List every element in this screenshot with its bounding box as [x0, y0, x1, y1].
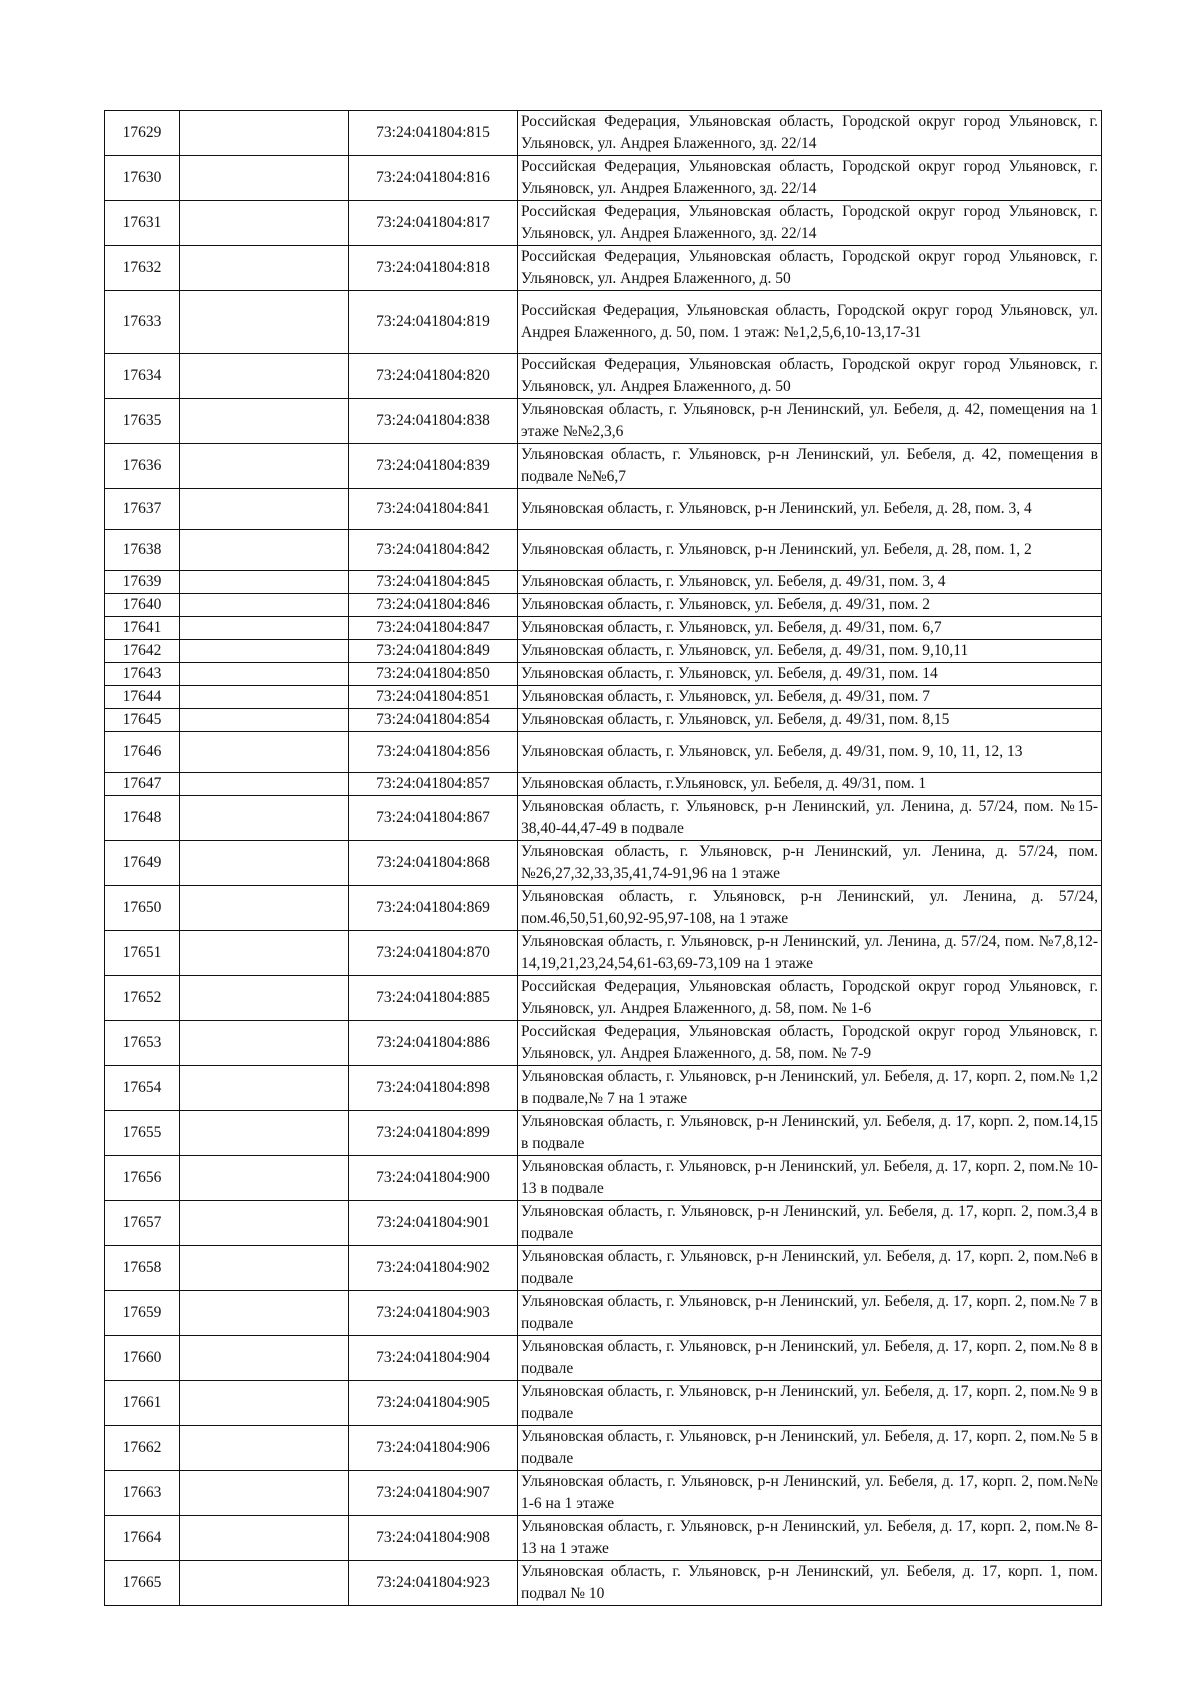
cadastral-number-cell: 73:24:041804:901 [349, 1201, 518, 1246]
address-cell: Ульяновская область, г. Ульяновск, р-н Ленинский, ул. Бебеля, д. 17, корп. 2, пом.№ 5 в подвале [518, 1426, 1102, 1471]
address-cell: Ульяновская область, г. Ульяновск, р-н Ленинский, ул. Бебеля, д. 17, корп. 2, пом.№6 в подвале [518, 1246, 1102, 1291]
address-cell: Российская Федерация, Ульяновская область, Городской округ город Ульяновск, г. Ульяновск, ул. Андрея Блаженного, д. 50 [518, 246, 1102, 291]
empty-cell [180, 1426, 349, 1471]
address-cell: Ульяновская область, г. Ульяновск, р-н Ленинский, ул. Бебеля, д. 17, корп. 2, пом.№ 8-13 на 1 этаже [518, 1516, 1102, 1561]
cadastral-number-cell: 73:24:041804:885 [349, 976, 518, 1021]
empty-cell [180, 663, 349, 686]
row-number-cell: 17637 [105, 489, 180, 530]
table-row [105, 663, 1102, 686]
table-row [105, 1336, 1102, 1381]
table-row [105, 1516, 1102, 1561]
row-number-cell: 17661 [105, 1381, 180, 1426]
empty-cell [180, 594, 349, 617]
address-cell: Ульяновская область, г. Ульяновск, ул. Бебеля, д. 49/31, пом. 7 [518, 686, 1102, 709]
empty-cell [180, 246, 349, 291]
table-row [105, 594, 1102, 617]
row-number-cell: 17650 [105, 886, 180, 931]
address-cell: Российская Федерация, Ульяновская область, Городской округ город Ульяновск, г. Ульяновск, ул. Андрея Блаженного, зд. 22/14 [518, 156, 1102, 201]
table-row [105, 1381, 1102, 1426]
table-row [105, 530, 1102, 571]
address-cell: Ульяновская область, г. Ульяновск, р-н Ленинский, ул. Ленина, д. 57/24, пом. №7,8,12-14,19,21,23,24,54,61-63,69-73,109 на 1 этаже [518, 931, 1102, 976]
row-number-cell: 17654 [105, 1066, 180, 1111]
address-cell: Ульяновская область, г. Ульяновск, ул. Бебеля, д. 49/31, пом. 2 [518, 594, 1102, 617]
empty-cell [180, 709, 349, 732]
table-row [105, 291, 1102, 354]
table-row [105, 1426, 1102, 1471]
row-number-cell: 17631 [105, 201, 180, 246]
address-cell: Ульяновская область, г. Ульяновск, р-н Ленинский, ул. Бебеля, д. 17, корп. 2, пом.№ 1,2 в подвале,№ 7 на 1 этаже [518, 1066, 1102, 1111]
cadastral-number-cell: 73:24:041804:839 [349, 444, 518, 489]
empty-cell [180, 1066, 349, 1111]
address-cell: Ульяновская область, г. Ульяновск, р-н Ленинский, ул. Ленина, д. 57/24, пом.46,50,51,60,92-95,97-108, на 1 этаже [518, 886, 1102, 931]
row-number-cell: 17642 [105, 640, 180, 663]
empty-cell [180, 489, 349, 530]
row-number-cell: 17639 [105, 571, 180, 594]
address-cell: Ульяновская область, г. Ульяновск, р-н Ленинский, ул. Бебеля, д. 28, пом. 1, 2 [518, 530, 1102, 571]
empty-cell [180, 1246, 349, 1291]
empty-cell [180, 931, 349, 976]
cadastral-number-cell: 73:24:041804:850 [349, 663, 518, 686]
address-cell: Ульяновская область, г. Ульяновск, р-н Ленинский, ул. Бебеля, д. 42, помещения на 1 этаже №№2,3,6 [518, 399, 1102, 444]
cadastral-number-cell: 73:24:041804:846 [349, 594, 518, 617]
row-number-cell: 17655 [105, 1111, 180, 1156]
empty-cell [180, 1471, 349, 1516]
empty-cell [180, 976, 349, 1021]
cadastral-number-cell: 73:24:041804:820 [349, 354, 518, 399]
table-row [105, 732, 1102, 773]
empty-cell [180, 796, 349, 841]
table-row [105, 246, 1102, 291]
row-number-cell: 17641 [105, 617, 180, 640]
row-number-cell: 17640 [105, 594, 180, 617]
address-cell: Ульяновская область, г. Ульяновск, р-н Ленинский, ул. Бебеля, д. 17, корп. 2, пом.№ 10-13 в подвале [518, 1156, 1102, 1201]
table-row [105, 886, 1102, 931]
row-number-cell: 17652 [105, 976, 180, 1021]
cadastral-number-cell: 73:24:041804:842 [349, 530, 518, 571]
empty-cell [180, 1156, 349, 1201]
table-row [105, 773, 1102, 796]
registry-table-body [105, 111, 1102, 1606]
cadastral-number-cell: 73:24:041804:819 [349, 291, 518, 354]
row-number-cell: 17656 [105, 1156, 180, 1201]
table-row [105, 1156, 1102, 1201]
address-cell: Российская Федерация, Ульяновская область, Городской округ город Ульяновск, ул. Андрея Блаженного, д. 50, пом. 1 этаж: №1,2,5,6,10-13,17-31 [518, 291, 1102, 354]
address-cell: Ульяновская область, г. Ульяновск, р-н Ленинский, ул. Бебеля, д. 17, корп. 2, пом.14,15 в подвале [518, 1111, 1102, 1156]
row-number-cell: 17665 [105, 1561, 180, 1606]
empty-cell [180, 640, 349, 663]
empty-cell [180, 1021, 349, 1066]
table-row [105, 1291, 1102, 1336]
cadastral-number-cell: 73:24:041804:841 [349, 489, 518, 530]
cadastral-number-cell: 73:24:041804:907 [349, 1471, 518, 1516]
address-cell: Ульяновская область, г. Ульяновск, р-н Ленинский, ул. Бебеля, д. 17, корп. 2, пом.№ 8 в подвале [518, 1336, 1102, 1381]
empty-cell [180, 732, 349, 773]
cadastral-number-cell: 73:24:041804:904 [349, 1336, 518, 1381]
cadastral-number-cell: 73:24:041804:816 [349, 156, 518, 201]
row-number-cell: 17643 [105, 663, 180, 686]
row-number-cell: 17629 [105, 111, 180, 156]
cadastral-number-cell: 73:24:041804:902 [349, 1246, 518, 1291]
empty-cell [180, 571, 349, 594]
row-number-cell: 17630 [105, 156, 180, 201]
cadastral-number-cell: 73:24:041804:906 [349, 1426, 518, 1471]
empty-cell [180, 291, 349, 354]
address-cell: Ульяновская область, г. Ульяновск, ул. Бебеля, д. 49/31, пом. 9, 10, 11, 12, 13 [518, 732, 1102, 773]
empty-cell [180, 111, 349, 156]
cadastral-number-cell: 73:24:041804:898 [349, 1066, 518, 1111]
table-row [105, 1201, 1102, 1246]
table-row [105, 976, 1102, 1021]
cadastral-number-cell: 73:24:041804:908 [349, 1516, 518, 1561]
cadastral-number-cell: 73:24:041804:847 [349, 617, 518, 640]
table-row [105, 709, 1102, 732]
table-row [105, 201, 1102, 246]
empty-cell [180, 201, 349, 246]
address-cell: Российская Федерация, Ульяновская область, Городской округ город Ульяновск, г. Ульяновск, ул. Андрея Блаженного, зд. 22/14 [518, 201, 1102, 246]
row-number-cell: 17664 [105, 1516, 180, 1561]
row-number-cell: 17662 [105, 1426, 180, 1471]
row-number-cell: 17633 [105, 291, 180, 354]
row-number-cell: 17660 [105, 1336, 180, 1381]
empty-cell [180, 686, 349, 709]
address-cell: Ульяновская область, г. Ульяновск, р-н Ленинский, ул. Бебеля, д. 17, корп. 2, пом.№ 9 в подвале [518, 1381, 1102, 1426]
row-number-cell: 17651 [105, 931, 180, 976]
row-number-cell: 17636 [105, 444, 180, 489]
table-row [105, 931, 1102, 976]
empty-cell [180, 444, 349, 489]
cadastral-number-cell: 73:24:041804:905 [349, 1381, 518, 1426]
address-cell: Ульяновская область, г. Ульяновск, р-н Ленинский, ул. Бебеля, д. 17, корп. 1, пом. подвал № 10 [518, 1561, 1102, 1606]
cadastral-number-cell: 73:24:041804:856 [349, 732, 518, 773]
row-number-cell: 17663 [105, 1471, 180, 1516]
cadastral-number-cell: 73:24:041804:857 [349, 773, 518, 796]
table-row [105, 617, 1102, 640]
address-cell: Российская Федерация, Ульяновская область, Городской округ город Ульяновск, г. Ульяновск, ул. Андрея Блаженного, д. 58, пом. № 7-9 [518, 1021, 1102, 1066]
table-row [105, 1111, 1102, 1156]
cadastral-number-cell: 73:24:041804:838 [349, 399, 518, 444]
cadastral-number-cell: 73:24:041804:849 [349, 640, 518, 663]
empty-cell [180, 841, 349, 886]
address-cell: Ульяновская область, г. Ульяновск, р-н Ленинский, ул. Ленина, д. 57/24, пом. №15-38,40-44,47-49 в подвале [518, 796, 1102, 841]
table-row [105, 399, 1102, 444]
row-number-cell: 17634 [105, 354, 180, 399]
cadastral-number-cell: 73:24:041804:854 [349, 709, 518, 732]
row-number-cell: 17647 [105, 773, 180, 796]
address-cell: Ульяновская область, г. Ульяновск, р-н Ленинский, ул. Ленина, д. 57/24, пом. №26,27,32,33,35,41,74-91,96 на 1 этаже [518, 841, 1102, 886]
empty-cell [180, 1516, 349, 1561]
cadastral-number-cell: 73:24:041804:870 [349, 931, 518, 976]
table-row [105, 489, 1102, 530]
cadastral-number-cell: 73:24:041804:815 [349, 111, 518, 156]
table-row [105, 1021, 1102, 1066]
cadastral-number-cell: 73:24:041804:818 [349, 246, 518, 291]
empty-cell [180, 1291, 349, 1336]
empty-cell [180, 156, 349, 201]
row-number-cell: 17645 [105, 709, 180, 732]
table-row [105, 796, 1102, 841]
address-cell: Ульяновская область, г. Ульяновск, р-н Ленинский, ул. Бебеля, д. 17, корп. 2, пом.№ 7 в подвале [518, 1291, 1102, 1336]
cadastral-number-cell: 73:24:041804:923 [349, 1561, 518, 1606]
cadastral-number-cell: 73:24:041804:869 [349, 886, 518, 931]
address-cell: Ульяновская область, г. Ульяновск, ул. Бебеля, д. 49/31, пом. 3, 4 [518, 571, 1102, 594]
row-number-cell: 17648 [105, 796, 180, 841]
empty-cell [180, 530, 349, 571]
table-row [105, 1561, 1102, 1606]
cadastral-number-cell: 73:24:041804:845 [349, 571, 518, 594]
cadastral-number-cell: 73:24:041804:868 [349, 841, 518, 886]
table-row [105, 1246, 1102, 1291]
empty-cell [180, 773, 349, 796]
address-cell: Российская Федерация, Ульяновская область, Городской округ город Ульяновск, г. Ульяновск, ул. Андрея Блаженного, д. 58, пом. № 1-6 [518, 976, 1102, 1021]
row-number-cell: 17649 [105, 841, 180, 886]
address-cell: Ульяновская область, г.Ульяновск, ул. Бебеля, д. 49/31, пом. 1 [518, 773, 1102, 796]
table-row [105, 1471, 1102, 1516]
empty-cell [180, 617, 349, 640]
cadastral-number-cell: 73:24:041804:899 [349, 1111, 518, 1156]
row-number-cell: 17658 [105, 1246, 180, 1291]
address-cell: Ульяновская область, г. Ульяновск, ул. Бебеля, д. 49/31, пом. 14 [518, 663, 1102, 686]
address-cell: Ульяновская область, г. Ульяновск, ул. Бебеля, д. 49/31, пом. 8,15 [518, 709, 1102, 732]
row-number-cell: 17635 [105, 399, 180, 444]
address-cell: Ульяновская область, г. Ульяновск, р-н Ленинский, ул. Бебеля, д. 17, корп. 2, пом.№№ 1-6 на 1 этаже [518, 1471, 1102, 1516]
table-row [105, 686, 1102, 709]
address-cell: Российская Федерация, Ульяновская область, Городской округ город Ульяновск, г. Ульяновск, ул. Андрея Блаженного, зд. 22/14 [518, 111, 1102, 156]
address-cell: Ульяновская область, г. Ульяновск, р-н Ленинский, ул. Бебеля, д. 28, пом. 3, 4 [518, 489, 1102, 530]
empty-cell [180, 1201, 349, 1246]
cadastral-number-cell: 73:24:041804:900 [349, 1156, 518, 1201]
empty-cell [180, 1381, 349, 1426]
row-number-cell: 17632 [105, 246, 180, 291]
address-cell: Ульяновская область, г. Ульяновск, р-н Ленинский, ул. Бебеля, д. 17, корп. 2, пом.3,4 в подвале [518, 1201, 1102, 1246]
table-row [105, 640, 1102, 663]
empty-cell [180, 1336, 349, 1381]
row-number-cell: 17646 [105, 732, 180, 773]
table-row [105, 444, 1102, 489]
table-row [105, 354, 1102, 399]
row-number-cell: 17644 [105, 686, 180, 709]
row-number-cell: 17638 [105, 530, 180, 571]
address-cell: Российская Федерация, Ульяновская область, Городской округ город Ульяновск, г. Ульяновск, ул. Андрея Блаженного, д. 50 [518, 354, 1102, 399]
table-row [105, 156, 1102, 201]
empty-cell [180, 354, 349, 399]
table-row [105, 841, 1102, 886]
empty-cell [180, 1111, 349, 1156]
row-number-cell: 17659 [105, 1291, 180, 1336]
cadastral-number-cell: 73:24:041804:851 [349, 686, 518, 709]
cadastral-number-cell: 73:24:041804:867 [349, 796, 518, 841]
address-cell: Ульяновская область, г. Ульяновск, ул. Бебеля, д. 49/31, пом. 6,7 [518, 617, 1102, 640]
row-number-cell: 17653 [105, 1021, 180, 1066]
table-row [105, 571, 1102, 594]
empty-cell [180, 399, 349, 444]
cadastral-number-cell: 73:24:041804:903 [349, 1291, 518, 1336]
empty-cell [180, 1561, 349, 1606]
cadastral-number-cell: 73:24:041804:886 [349, 1021, 518, 1066]
cadastral-number-cell: 73:24:041804:817 [349, 201, 518, 246]
empty-cell [180, 886, 349, 931]
table-row [105, 111, 1102, 156]
address-cell: Ульяновская область, г. Ульяновск, ул. Бебеля, д. 49/31, пом. 9,10,11 [518, 640, 1102, 663]
registry-table [104, 110, 1102, 1606]
table-row [105, 1066, 1102, 1111]
row-number-cell: 17657 [105, 1201, 180, 1246]
address-cell: Ульяновская область, г. Ульяновск, р-н Ленинский, ул. Бебеля, д. 42, помещения в подвале №№6,7 [518, 444, 1102, 489]
